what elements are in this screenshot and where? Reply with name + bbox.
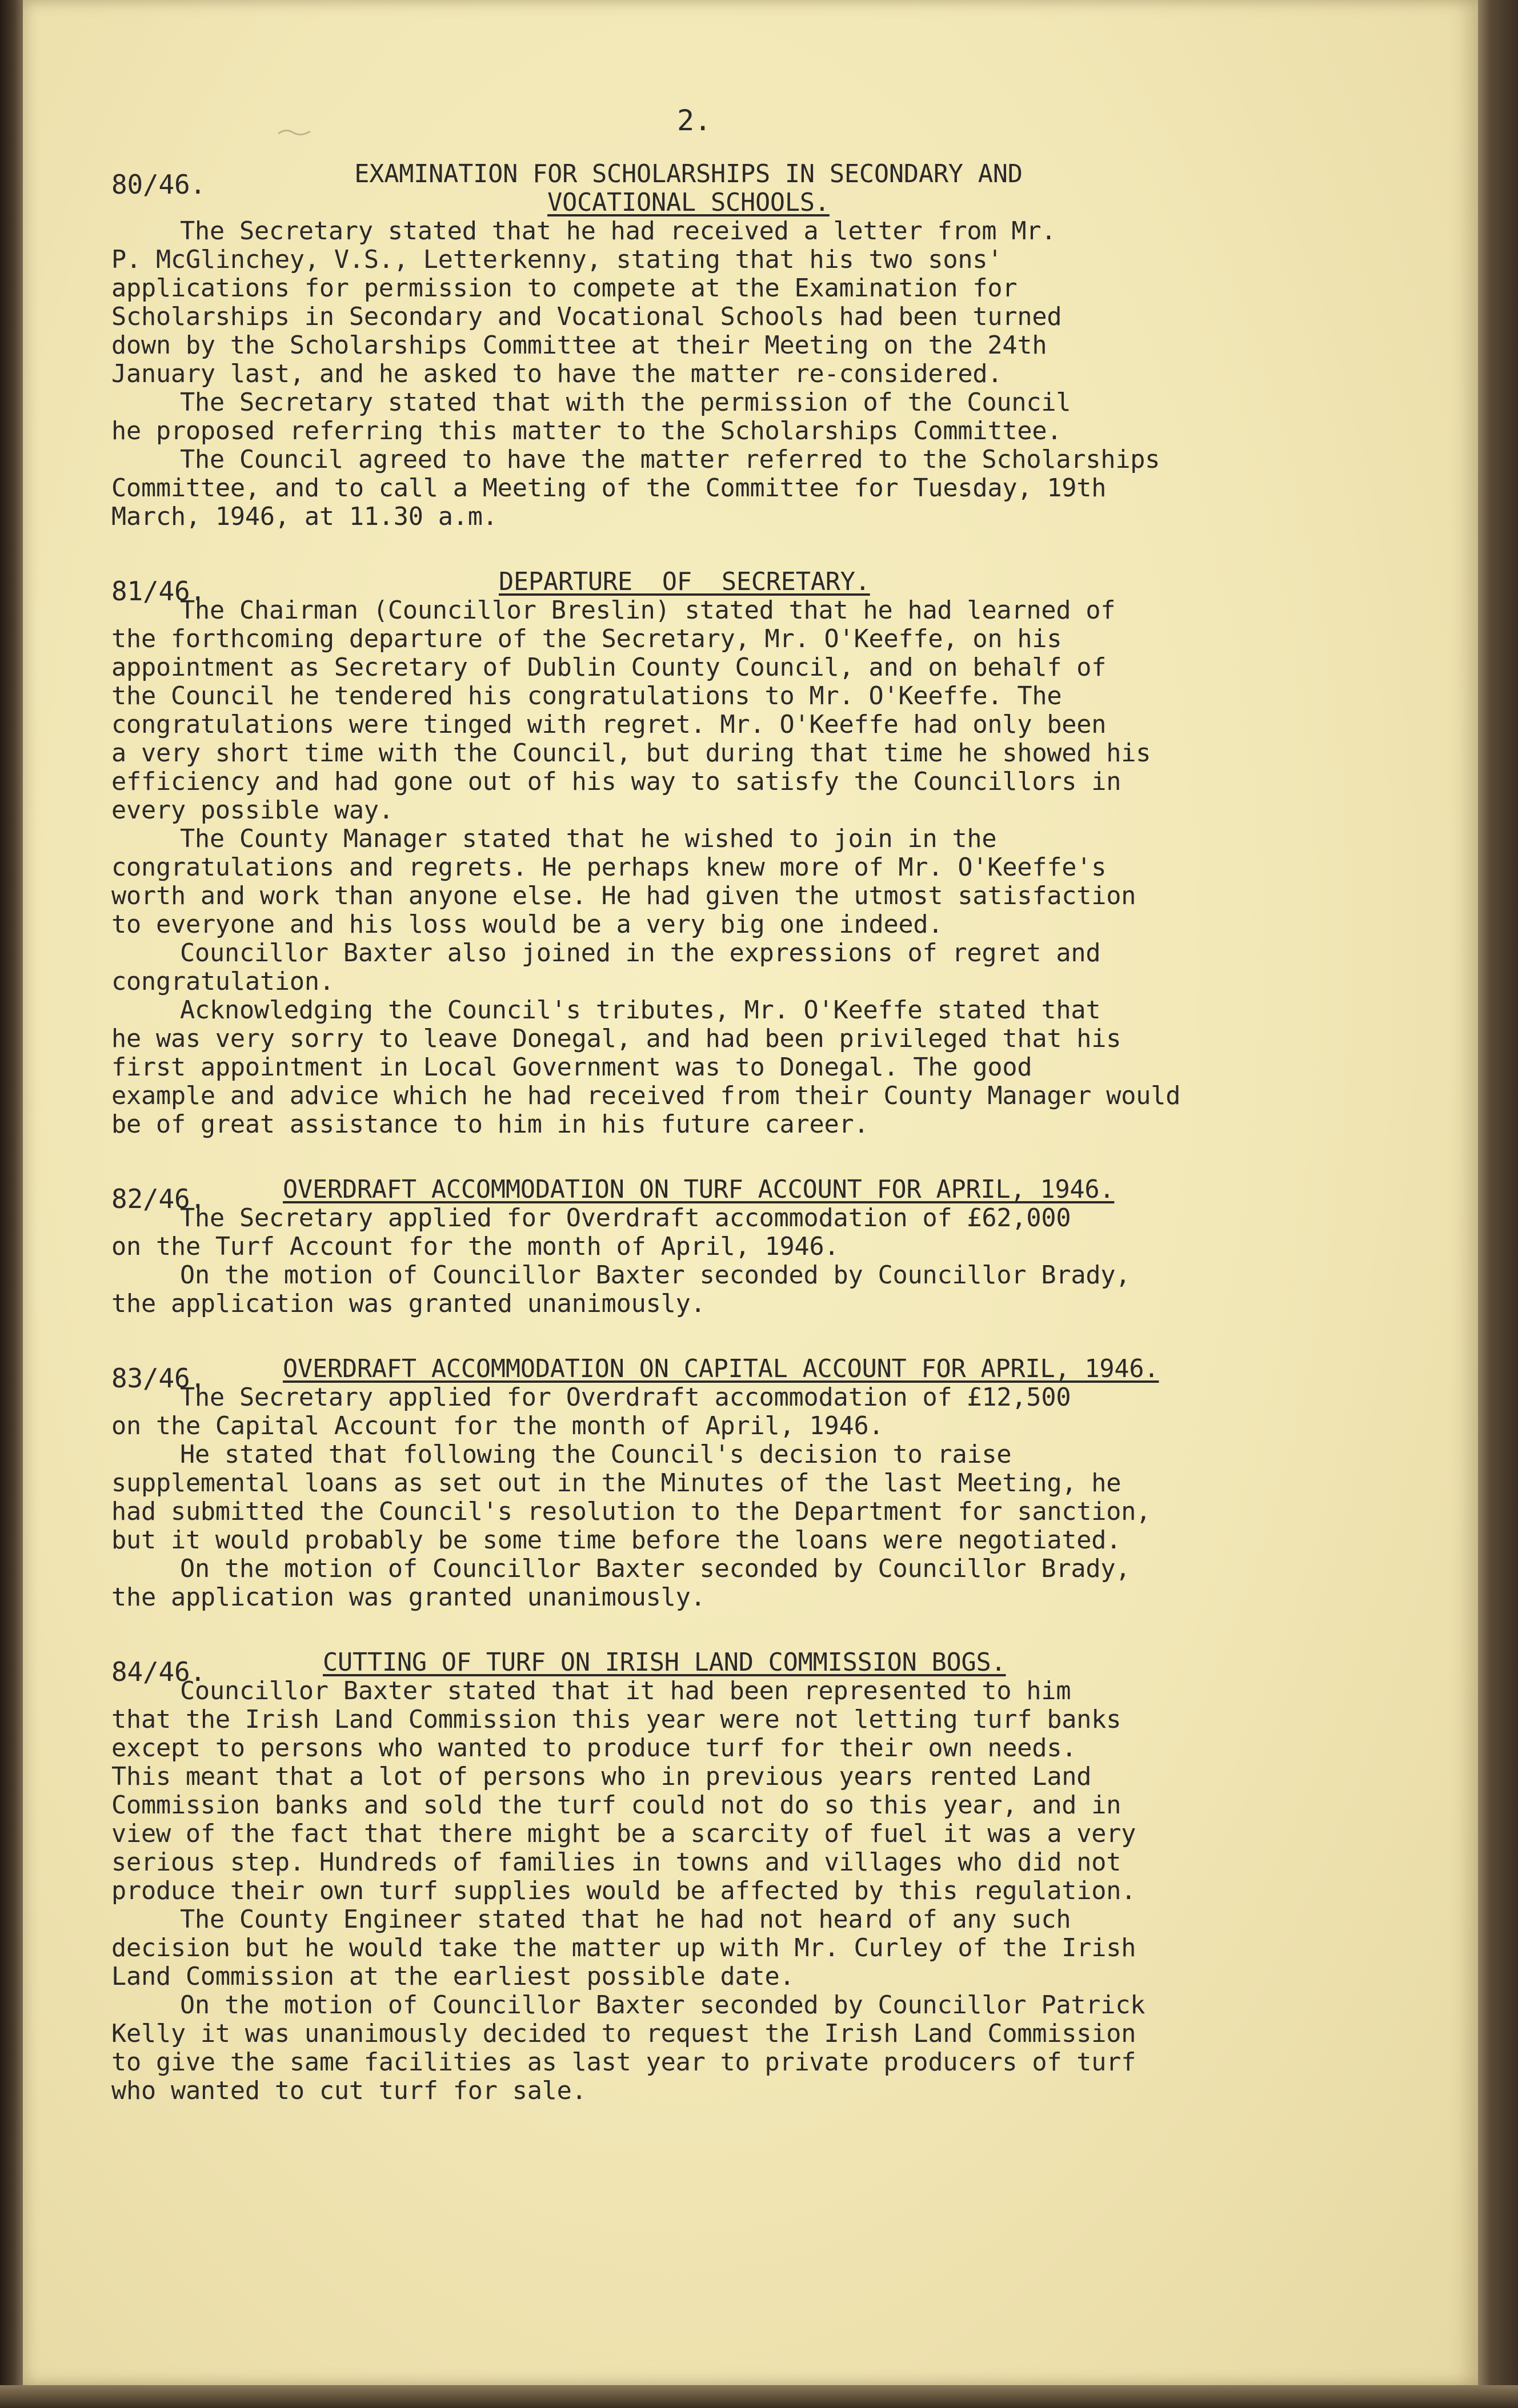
book-page-edge-bottom <box>0 2385 1518 2408</box>
minute-item <box>111 568 1345 1139</box>
minute-item-title: OVERDRAFT ACCOMMODATION ON CAPITAL ACCOUNT FOR APRIL, 1946. <box>283 1355 1159 1383</box>
minute-paragraph: On the motion of Councillor Baxter seconded by Councillor Patrick Kelly it was unanimously decided to request the Irish Land Commission to give the same facilities as last year to private producers of turf who wanted to cut turf for sale. <box>111 1991 1145 2105</box>
minute-item-title: CUTTING OF TURF ON IRISH LAND COMMISSION BOGS. <box>323 1648 1006 1677</box>
minute-paragraph: The Secretary stated that he had received a letter from Mr. P. McGlinchey, V.S., Letterkenny, stating that his two sons' applications for permission to compete at the Examination for Scholarships in Secondary and Vocational Schools had been turned down by the Scholarships Committee at their Meeting on the 24th January last, and he asked to have the matter re-considered. <box>111 217 1062 388</box>
minute-paragraph: The Council agreed to have the matter referred to the Scholarships Committee, and to call a Meeting of the Committee for Tuesday, 19th March, 1946, at 11.30 a.m. <box>111 446 1160 531</box>
minute-item <box>111 1355 1345 1612</box>
minute-item-number: 81/46. <box>111 576 206 607</box>
minute-item-number: 80/46. <box>111 169 206 200</box>
minute-item-heading <box>111 1175 1345 1214</box>
minutes-body <box>111 160 1345 2142</box>
minute-paragraph: The Secretary applied for Overdraft accommodation of £12,500 on the Capital Account for the month of April, 1946. <box>111 1383 1071 1440</box>
minute-item <box>111 1648 1345 2105</box>
minute-item-title-line: EXAMINATION FOR SCHOLARSHIPS IN SECONDARY AND <box>354 160 1023 188</box>
minute-paragraph: He stated that following the Council's decision to raise supplemental loans as set out in the Minutes of the last Meeting, he had submitted the Council's resolution to the Department for sanction, but it would probably be some time before the loans were negotiated. <box>111 1440 1151 1555</box>
minute-paragraph: The Chairman (Councillor Breslin) stated that he had learned of the forthcoming departure of the Secretary, Mr. O'Keeffe, on his appointment as Secretary of Dublin County Council, and on behalf of the Council he tendered his congratulations to Mr. O'Keeffe. The congratulations were tinged with regret. Mr. O'Keeffe had only been a very short time with the Council, but during that time he showed his efficiency and had gone out of his way to satisfy the Councillors in every possible way. <box>111 596 1151 825</box>
document-page <box>23 0 1478 2385</box>
minute-item-number: 84/46. <box>111 1656 206 1687</box>
minute-item-heading <box>111 160 1345 217</box>
minute-item <box>111 1175 1345 1318</box>
page-number: 2. <box>677 104 712 137</box>
minute-item-number: 82/46. <box>111 1183 206 1214</box>
minute-item-title <box>317 160 1060 217</box>
minute-item-title: DEPARTURE OF SECRETARY. <box>499 568 870 596</box>
minute-item-title: OVERDRAFT ACCOMMODATION ON TURF ACCOUNT FOR APRIL, 1946. <box>283 1175 1115 1204</box>
minute-item-number: 83/46. <box>111 1363 206 1394</box>
minute-item-heading <box>111 1648 1345 1687</box>
minute-item-heading <box>111 568 1345 607</box>
minute-paragraph: On the motion of Councillor Baxter seconded by Councillor Brady, the application was granted unanimously. <box>111 1261 1131 1318</box>
minute-paragraph: The Secretary applied for Overdraft accommodation of £62,000 on the Turf Account for the month of April, 1946. <box>111 1204 1071 1261</box>
minute-item-title-line: VOCATIONAL SCHOOLS. <box>547 188 830 217</box>
minute-paragraph: The County Engineer stated that he had not heard of any such decision but he would take the matter up with Mr. Curley of the Irish Land Commission at the earliest possible date. <box>111 1905 1136 1991</box>
ink-smudge-mark <box>277 127 311 137</box>
minute-paragraph: Acknowledging the Council's tributes, Mr. O'Keeffe stated that he was very sorry to leave Donegal, and had been privileged that his first appointment in Local Government was to Donegal. The good example and advice which he had received from their County Manager would be of great assistance to him in his future career. <box>111 996 1181 1139</box>
book-gutter-left <box>0 0 23 2408</box>
minute-paragraph: Councillor Baxter also joined in the expressions of regret and congratulation. <box>111 939 1101 996</box>
minute-paragraph: The County Manager stated that he wished to join in the congratulations and regrets. He perhaps knew more of Mr. O'Keeffe's worth and work than anyone else. He had given the utmost satisfaction to everyone and his loss would be a very big one indeed. <box>111 825 1136 939</box>
minute-paragraph: On the motion of Councillor Baxter seconded by Councillor Brady, the application was granted unanimously. <box>111 1555 1131 1612</box>
book-page-edges-right <box>1478 0 1518 2408</box>
minute-paragraph: The Secretary stated that with the permission of the Council he proposed referring this matter to the Scholarships Committee. <box>111 388 1071 446</box>
minute-item <box>111 160 1345 531</box>
minute-paragraph: Councillor Baxter stated that it had been represented to him that the Irish Land Commission this year were not letting turf banks except to persons who wanted to produce turf for their own needs. This meant that a lot of persons who in previous years rented Land Commission banks and sold the turf could not do so this year, and in view of the fact that there might be a scarcity of fuel it was a very serious step. Hundreds of families in towns and villages who did not produce their own turf supplies would be affected by this regulation. <box>111 1677 1136 1905</box>
minute-item-heading <box>111 1355 1345 1394</box>
